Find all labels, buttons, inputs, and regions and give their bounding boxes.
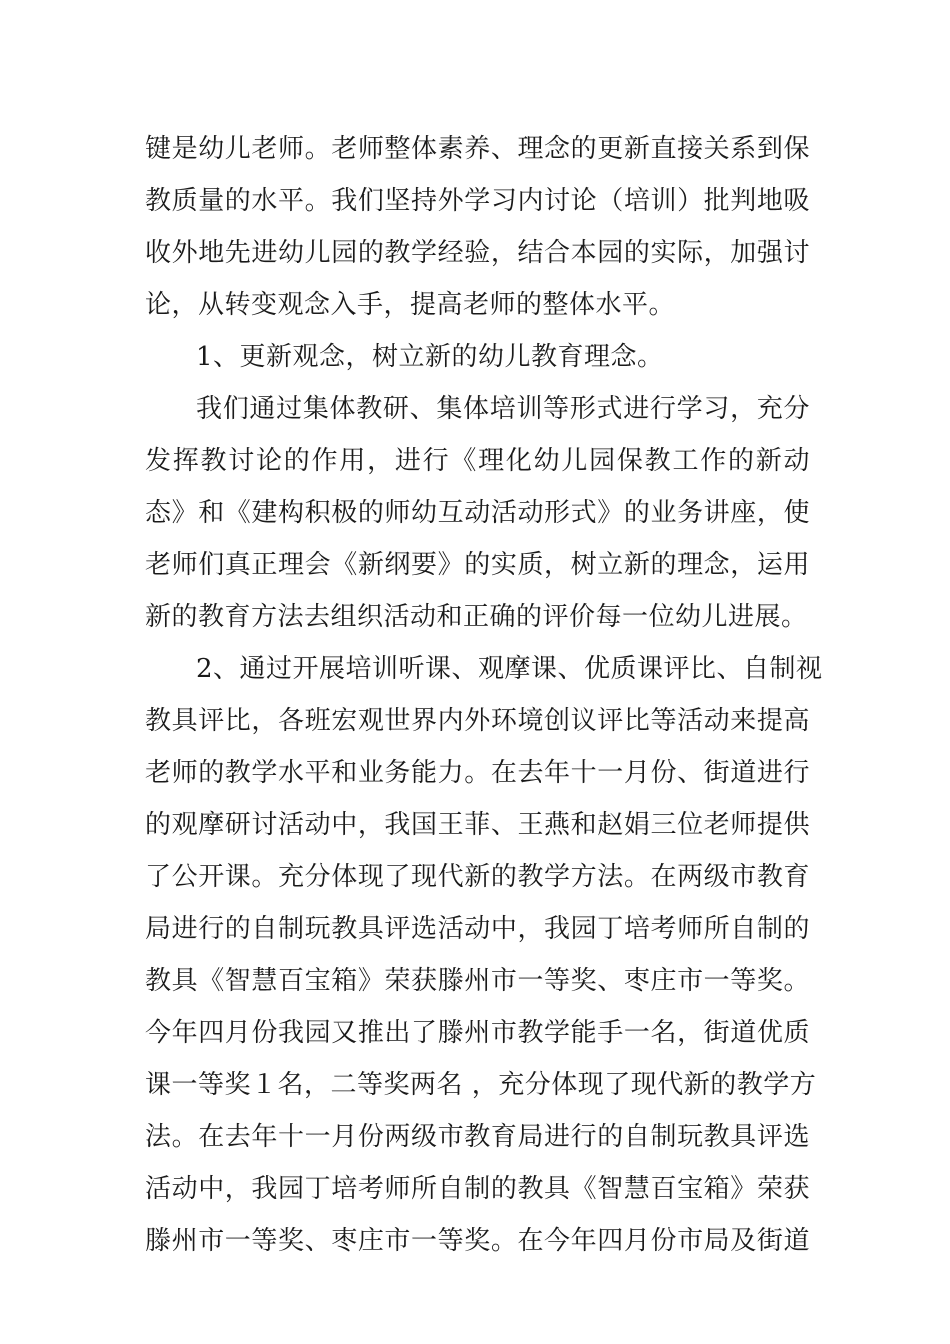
text-line: 了公开课。充分体现了现代新的教学方法。在两级市教育	[145, 862, 810, 892]
text-line: 滕州市一等奖、枣庄市一等奖。在今年四月份市局及街道	[145, 1226, 810, 1256]
text-line: 教质量的水平。我们坚持外学习内讨论（培训）批判地吸	[145, 186, 810, 216]
text-line: 局进行的自制玩教具评选活动中，我园丁培考师所自制的	[145, 914, 810, 944]
text-line: 教具《智慧百宝箱》荣获滕州市一等奖、枣庄市一等奖。	[145, 966, 810, 996]
text-line: 收外地先进幼儿园的教学经验，结合本园的实际，加强讨	[145, 238, 810, 268]
text-line: 键是幼儿老师。老师整体素养、理念的更新直接关系到保	[145, 134, 810, 164]
text-line: 老师们真正理会《新纲要》的实质，树立新的理念，运用	[145, 550, 810, 580]
section-heading: 1、更新观念，树立新的幼儿教育理念。	[196, 342, 664, 372]
text-line: 老师的教学水平和业务能力。在去年十一月份、街道进行	[145, 758, 810, 788]
text-line: 新的教育方法去组织活动和正确的评价每一位幼儿进展。	[145, 602, 808, 632]
text-line: 今年四月份我园又推出了滕州市教学能手一名，街道优质	[145, 1018, 810, 1048]
text-line: 论，从转变观念入手，提高老师的整体水平。	[145, 290, 676, 320]
text-line: 态》和《建构积极的师幼互动活动形式》的业务讲座，使	[145, 498, 810, 528]
text-line: 的观摩研讨活动中，我国王菲、王燕和赵娟三位老师提供	[145, 810, 810, 840]
text-line: 发挥教讨论的作用，进行《理化幼儿园保教工作的新动	[145, 446, 810, 476]
text-line: 我们通过集体教研、集体培训等形式进行学习，充分	[196, 394, 810, 424]
text-line: 活动中，我园丁培考师所自制的教具《智慧百宝箱》荣获	[145, 1174, 810, 1204]
text-line: 法。在去年十一月份两级市教育局进行的自制玩教具评选	[145, 1122, 810, 1152]
text-line: 教具评比，各班宏观世界内外环境创议评比等活动来提高	[145, 706, 810, 736]
text-line: 课一等奖１名，二等奖两名 ，充分体现了现代新的教学方	[145, 1070, 817, 1100]
section-heading: 2、通过开展培训听课、观摩课、优质课评比、自制视	[196, 654, 823, 684]
